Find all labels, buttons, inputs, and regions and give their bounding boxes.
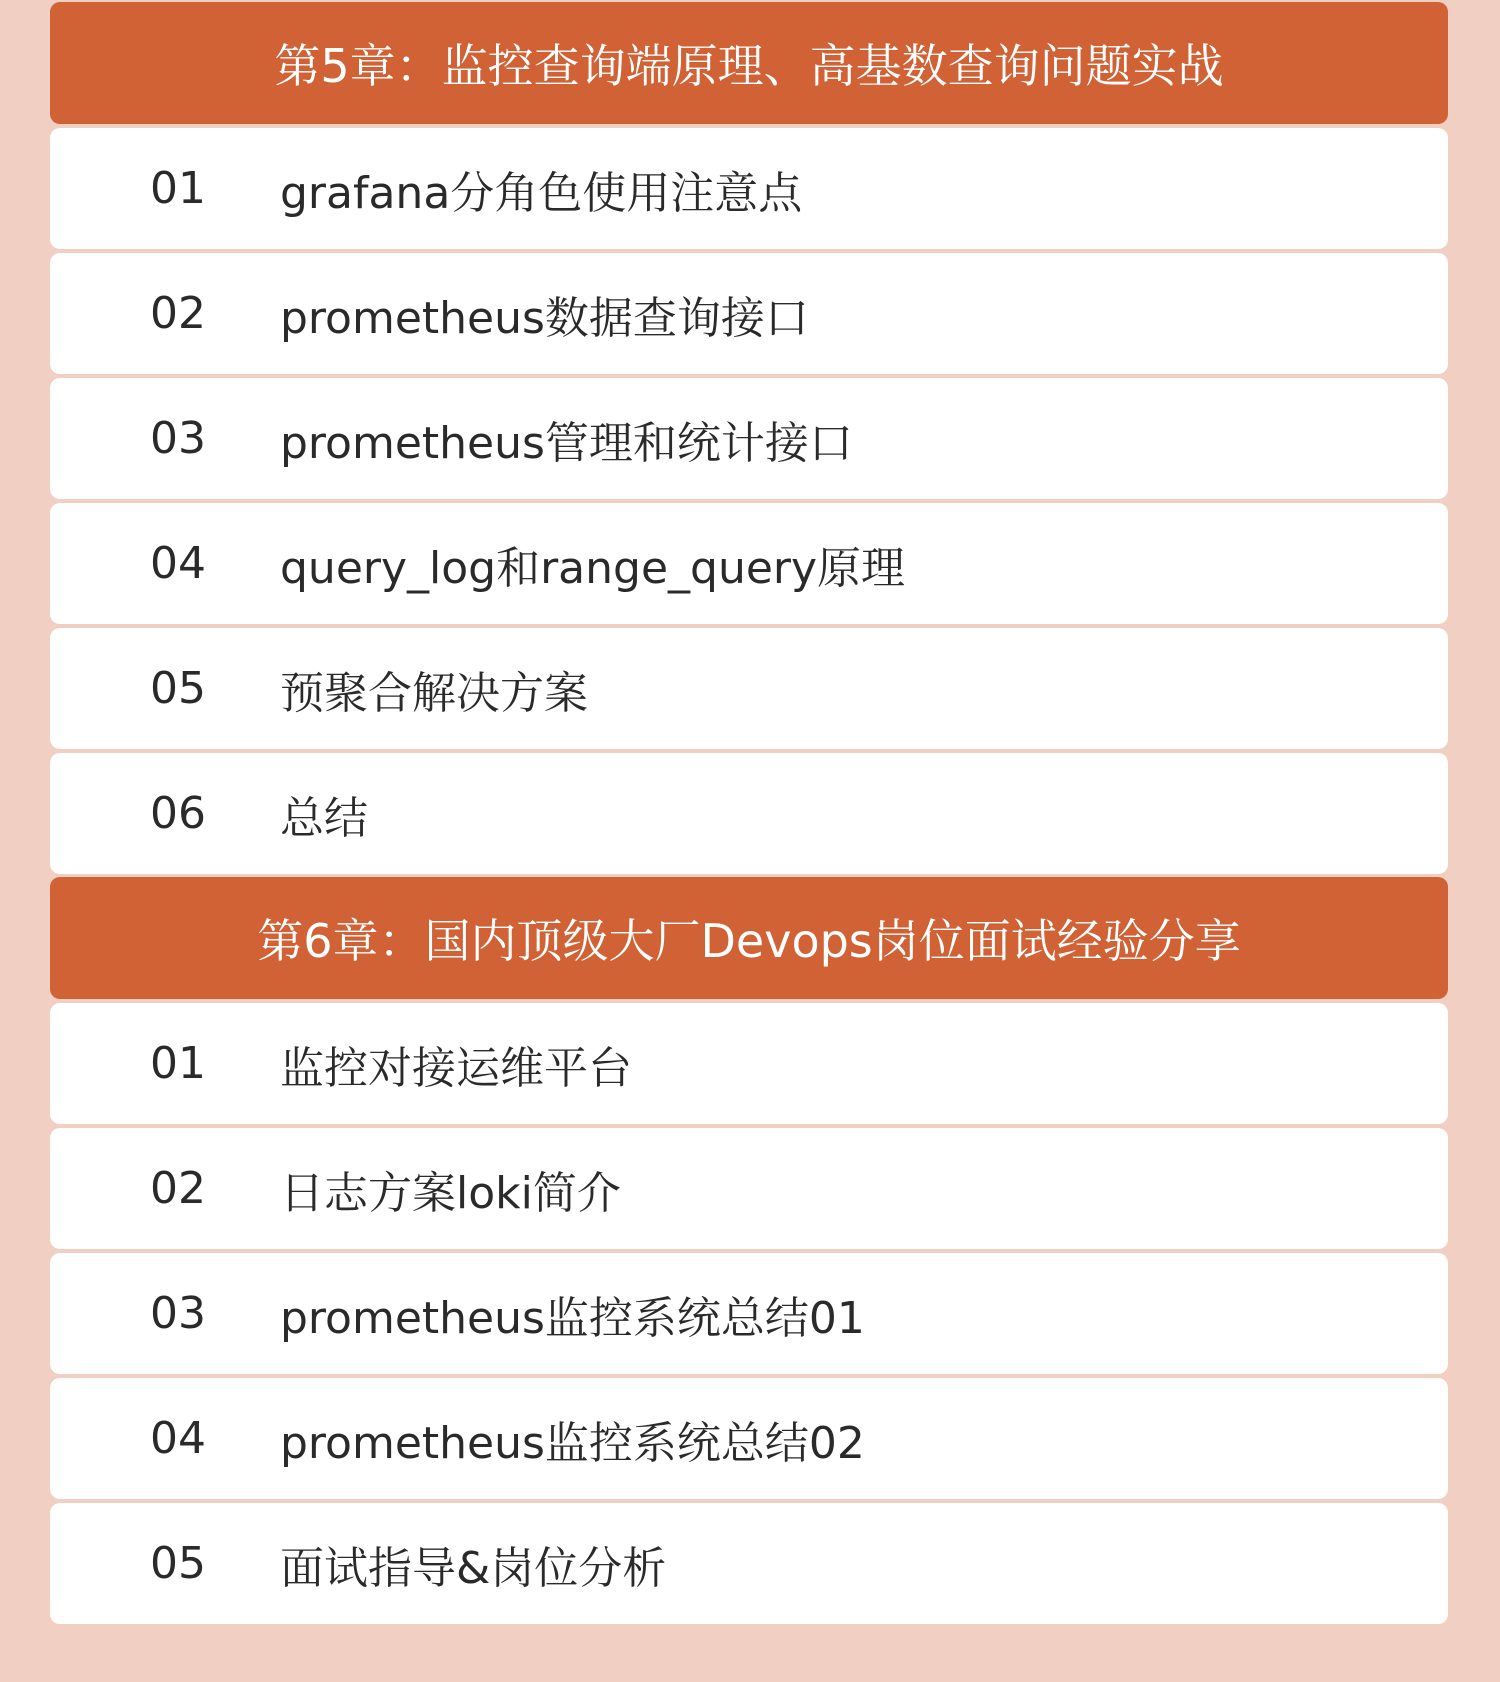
lesson-number: 01	[150, 163, 206, 214]
lesson-title: grafana分角色使用注意点	[280, 167, 803, 219]
lesson-number: 02	[150, 1163, 206, 1214]
lesson-title: prometheus数据查询接口	[280, 292, 809, 344]
list-item	[50, 253, 1448, 374]
lesson-title: 总结	[280, 792, 368, 844]
lesson-list	[50, 1003, 1448, 1624]
list-item	[50, 378, 1448, 499]
lesson-list	[50, 128, 1448, 874]
lesson-number: 01	[150, 1038, 206, 1089]
chapter-title: 第5章：监控查询端原理、高基数查询问题实战	[50, 2, 1448, 124]
lesson-title: query_log和range_query原理	[280, 542, 906, 594]
lesson-title: prometheus监控系统总结01	[280, 1292, 865, 1344]
chapter-5	[50, 2, 1448, 874]
list-item	[50, 753, 1448, 874]
lesson-title: 监控对接运维平台	[280, 1042, 632, 1094]
lesson-number: 04	[150, 1413, 206, 1464]
lesson-number: 02	[150, 288, 206, 339]
lesson-title: 预聚合解决方案	[280, 667, 588, 719]
lesson-title: 面试指导&岗位分析	[280, 1542, 667, 1594]
lesson-number: 05	[150, 663, 206, 714]
lesson-number: 06	[150, 788, 206, 839]
list-item	[50, 1378, 1448, 1499]
lesson-title: prometheus监控系统总结02	[280, 1417, 865, 1469]
lesson-title: prometheus管理和统计接口	[280, 417, 853, 469]
chapter-6	[50, 877, 1448, 1624]
list-item	[50, 1253, 1448, 1374]
lesson-number: 05	[150, 1538, 206, 1589]
list-item	[50, 128, 1448, 249]
lesson-number: 03	[150, 413, 206, 464]
lesson-number: 04	[150, 538, 206, 589]
list-item	[50, 628, 1448, 749]
list-item	[50, 503, 1448, 624]
lesson-title: 日志方案loki简介	[280, 1167, 621, 1219]
lesson-number: 03	[150, 1288, 206, 1339]
list-item	[50, 1503, 1448, 1624]
list-item	[50, 1003, 1448, 1124]
chapter-title: 第6章：国内顶级大厂Devops岗位面试经验分享	[50, 877, 1448, 999]
list-item	[50, 1128, 1448, 1249]
